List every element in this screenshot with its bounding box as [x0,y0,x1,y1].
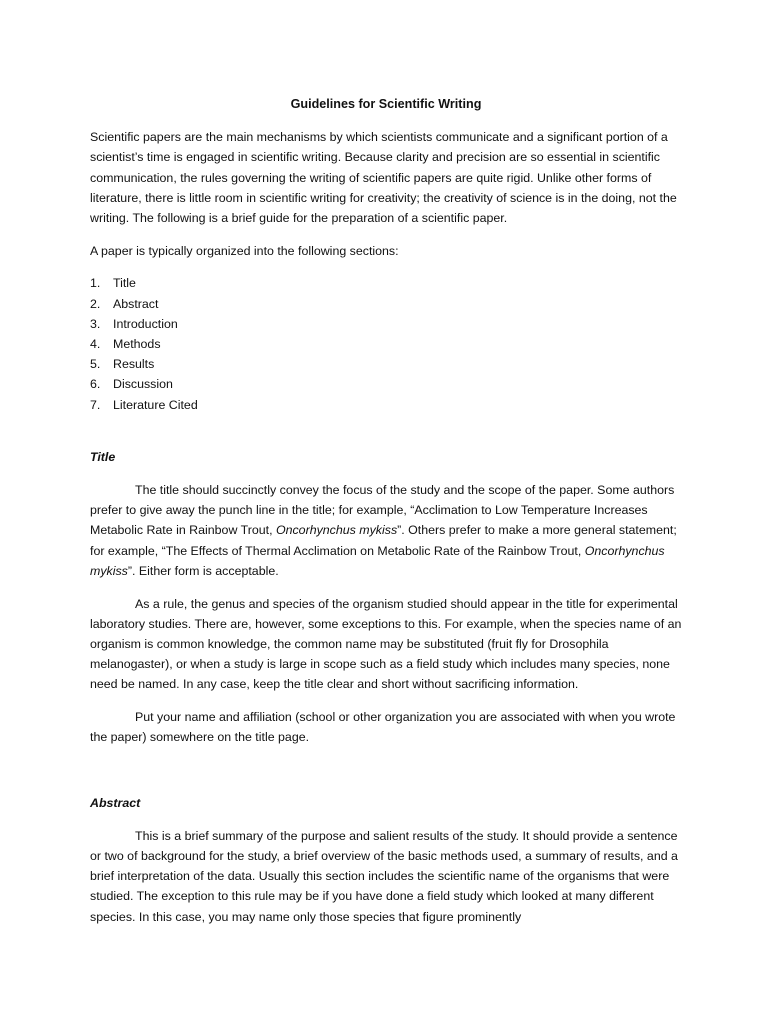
list-number: 2. [90,296,101,311]
spacer [90,760,682,793]
list-number: 3. [90,316,101,331]
list-label: Introduction [113,316,178,331]
text-run: The title should succinctly convey the focus of the study and the scope of the paper. Some authors prefer to give away the punch line in the title; for example, “Acclimation to Low Temperature Increases Metabolic Rate in Rainbow Trout, [90,483,675,538]
species-name: Oncorhynchus mykiss [90,543,665,578]
sections-list [90,273,682,414]
sections-intro: A paper is typically organized into the following sections: [90,243,399,258]
list-number: 1. [90,276,101,291]
abstract-section-heading: Abstract [90,795,141,810]
list-number: 4. [90,337,101,352]
species-name: Oncorhynchus mykiss [275,523,398,538]
intro-paragraph: Scientific papers are the main mechanisms by which scientists communicate and a significant portion of a scientist’s time is engaged in scientific writing. Because clarity and precision are so essential in scientific communication, the rules governing the writing of scientific papers are quite rigid. Unlike other forms of literature, there is little room in scientific writing for creativity; the creativity of science is in the doing, not the writing. The following is a brief guide for the preparation of a scientific paper. [90,130,677,226]
abstract-paragraph-1: This is a brief summary of the purpose and salient results of the study. It should provide a sentence or two of background for the study, a brief overview of the basic methods used, a summary of results, and a brief interpretation of the data. Usually this section includes the scientific name of the organisms that were studied. The exception to this rule may be if you have done a field study which looked at many different species. In this case, you may name only those species that figure prominently [90,828,678,924]
list-label: Abstract [113,296,159,311]
document-title: Guidelines for Scientific Writing [290,97,482,111]
list-label: Literature Cited [113,397,198,412]
list-number: 6. [90,377,101,392]
list-item [90,334,682,354]
list-item [90,354,682,374]
list-item [90,273,682,293]
title-section-heading: Title [90,450,116,465]
title-section-paragraph-3: Put your name and affiliation (school or other organization you are associated with when you wrote the paper) somewhere on the title page. [90,710,676,745]
list-item [90,374,682,394]
list-number: 7. [90,397,101,412]
title-section-paragraph-1 [90,480,682,581]
list-number: 5. [90,357,101,372]
list-item [90,294,682,314]
list-label: Methods [113,337,161,352]
spacer [90,427,682,447]
list-label: Title [113,276,136,291]
title-section-paragraph-2: As a rule, the genus and species of the organism studied should appear in the title for experimental laboratory studies. There are, however, some exceptions to this. For example, when the species name of an organism is common knowledge, the common name may be substituted (fruit fly for Drosophila melanogaster), or when a study is large in scope such as a field study which includes many species, none need be named. In any case, keep the title clear and short without sacrificing information. [90,596,682,692]
list-label: Results [113,357,155,372]
list-item [90,314,682,334]
list-item [90,395,682,415]
text-run: ”. Either form is acceptable. [127,563,279,578]
list-label: Discussion [113,377,173,392]
text-run: ”. Others prefer to make a more general statement; for example, “The Effects of Thermal Acclimation on Metabolic Rate of the Rainbow Trout, [90,523,677,558]
